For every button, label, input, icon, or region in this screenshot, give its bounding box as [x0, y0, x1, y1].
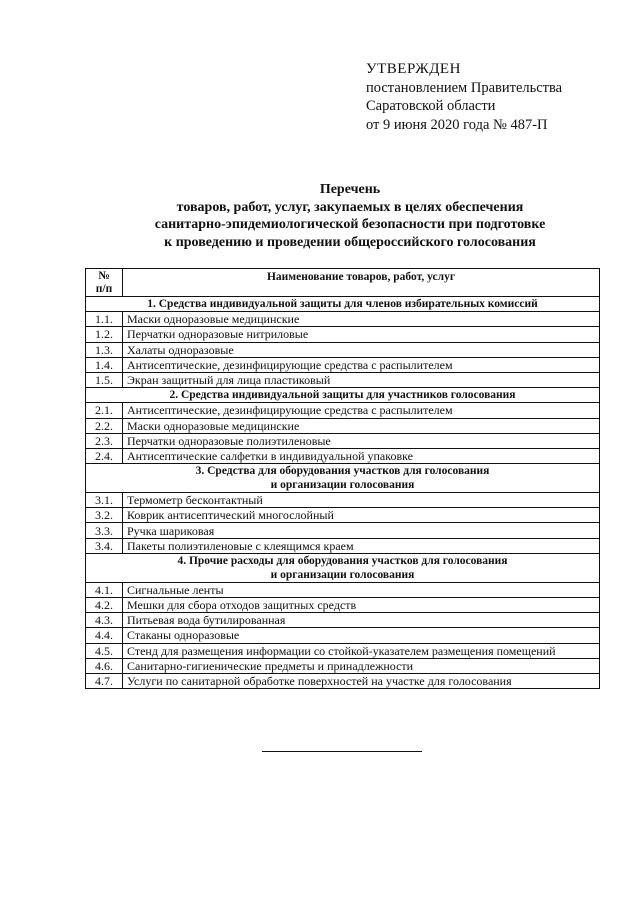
table-row [86, 327, 600, 342]
item-name: Антисептические, дезинфицирующие средства с распылителем [123, 357, 600, 372]
table-row [86, 508, 600, 523]
title-line: Перечень [319, 182, 381, 197]
approval-line: постановлением Правительства [366, 79, 563, 96]
item-name: Стенд для размещения информации со стойкой-указателем размещения помещений [123, 643, 600, 658]
item-number: 4.4. [86, 628, 123, 643]
item-name: Ручка шариковая [123, 523, 600, 538]
table-row [86, 357, 600, 372]
table-row [86, 418, 600, 433]
approval-block [366, 60, 636, 134]
section-title [86, 464, 600, 493]
table-row [86, 312, 600, 327]
item-number: 4.7. [86, 673, 123, 688]
number-header-line: № [98, 269, 110, 282]
item-number: 2.1. [86, 403, 123, 418]
table-row [86, 643, 600, 658]
table-header-row [86, 269, 600, 297]
item-name: Мешки для сбора отходов защитных средств [123, 598, 600, 613]
item-number: 4.2. [86, 598, 123, 613]
closing-rule [262, 751, 422, 752]
item-number: 4.3. [86, 613, 123, 628]
table-row [86, 433, 600, 448]
item-number: 2.2. [86, 418, 123, 433]
item-number: 1.1. [86, 312, 123, 327]
item-name: Маски одноразовые медицинские [123, 418, 600, 433]
item-number: 3.4. [86, 538, 123, 553]
title-line: товаров, работ, услуг, закупаемых в целях обеспечения [176, 199, 524, 215]
number-header-line: п/п [95, 282, 113, 295]
section-title-line: 4. Прочие расходы для оборудования участков для голосования [177, 554, 508, 567]
item-name: Питьевая вода бутилированная [123, 613, 600, 628]
approval-heading: УТВЕРЖДЕН [366, 61, 461, 77]
item-number: 1.4. [86, 357, 123, 372]
number-column-header [86, 269, 123, 297]
section-row [86, 388, 600, 403]
item-name: Термометр бесконтактный [123, 493, 600, 508]
table-body [86, 297, 600, 689]
table-row [86, 372, 600, 387]
document-title [60, 181, 640, 251]
table-row [86, 628, 600, 643]
table-row [86, 538, 600, 553]
section-title-line: 2. Средства индивидуальной защиты для участников голосования [169, 389, 516, 402]
item-name: Халаты одноразовые [123, 342, 600, 357]
table-row [86, 613, 600, 628]
item-name: Услуги по санитарной обработке поверхностей на участке для голосования [123, 673, 600, 688]
section-row [86, 553, 600, 582]
item-name: Маски одноразовые медицинские [123, 312, 600, 327]
item-name: Антисептические салфетки в индивидуальной упаковке [123, 448, 600, 463]
table-row [86, 673, 600, 688]
item-number: 3.1. [86, 493, 123, 508]
approval-line: Саратовской области [366, 98, 496, 114]
item-number: 4.1. [86, 582, 123, 597]
item-name: Перчатки одноразовые нитриловые [123, 327, 600, 342]
table-row [86, 342, 600, 357]
name-column-header: Наименование товаров, работ, услуг [123, 269, 600, 297]
title-line: к проведению и проведении общероссийского голосования [164, 234, 536, 250]
table-row [86, 658, 600, 673]
section-title-line: и организации голосования [270, 479, 415, 492]
item-number: 3.2. [86, 508, 123, 523]
item-number: 3.3. [86, 523, 123, 538]
item-name: Стаканы одноразовые [123, 628, 600, 643]
table-row [86, 582, 600, 597]
item-number: 1.2. [86, 327, 123, 342]
table-row [86, 448, 600, 463]
approval-line: от 9 июня 2020 года № 487-П [366, 116, 548, 133]
table-row [86, 493, 600, 508]
item-name: Санитарно-гигиенические предметы и принадлежности [123, 658, 600, 673]
section-title-line: 1. Средства индивидуальной защиты для членов избирательных комиссий [147, 298, 538, 311]
title-line: санитарно-эпидемиологической безопасности при подготовке [154, 217, 546, 232]
item-name: Пакеты полиэтиленовые с клеящимся краем [123, 538, 600, 553]
item-number: 4.5. [86, 643, 123, 658]
section-row [86, 464, 600, 493]
item-name: Экран защитный для лица пластиковый [123, 372, 600, 387]
item-name: Коврик антисептический многослойный [123, 508, 600, 523]
section-title-line: 3. Средства для оборудования участков для голосования [195, 465, 490, 478]
table-row [86, 523, 600, 538]
section-title [86, 297, 600, 312]
item-number: 1.3. [86, 342, 123, 357]
section-title-line: и организации голосования [270, 568, 415, 581]
goods-table [85, 268, 600, 689]
section-title [86, 553, 600, 582]
item-name: Антисептические, дезинфицирующие средства с распылителем [123, 403, 600, 418]
section-title [86, 388, 600, 403]
section-row [86, 297, 600, 312]
item-number: 2.4. [86, 448, 123, 463]
item-number: 1.5. [86, 372, 123, 387]
item-name: Перчатки одноразовые полиэтиленовые [123, 433, 600, 448]
table-row [86, 598, 600, 613]
item-number: 2.3. [86, 433, 123, 448]
item-number: 4.6. [86, 658, 123, 673]
table-row [86, 403, 600, 418]
item-name: Сигнальные ленты [123, 582, 600, 597]
